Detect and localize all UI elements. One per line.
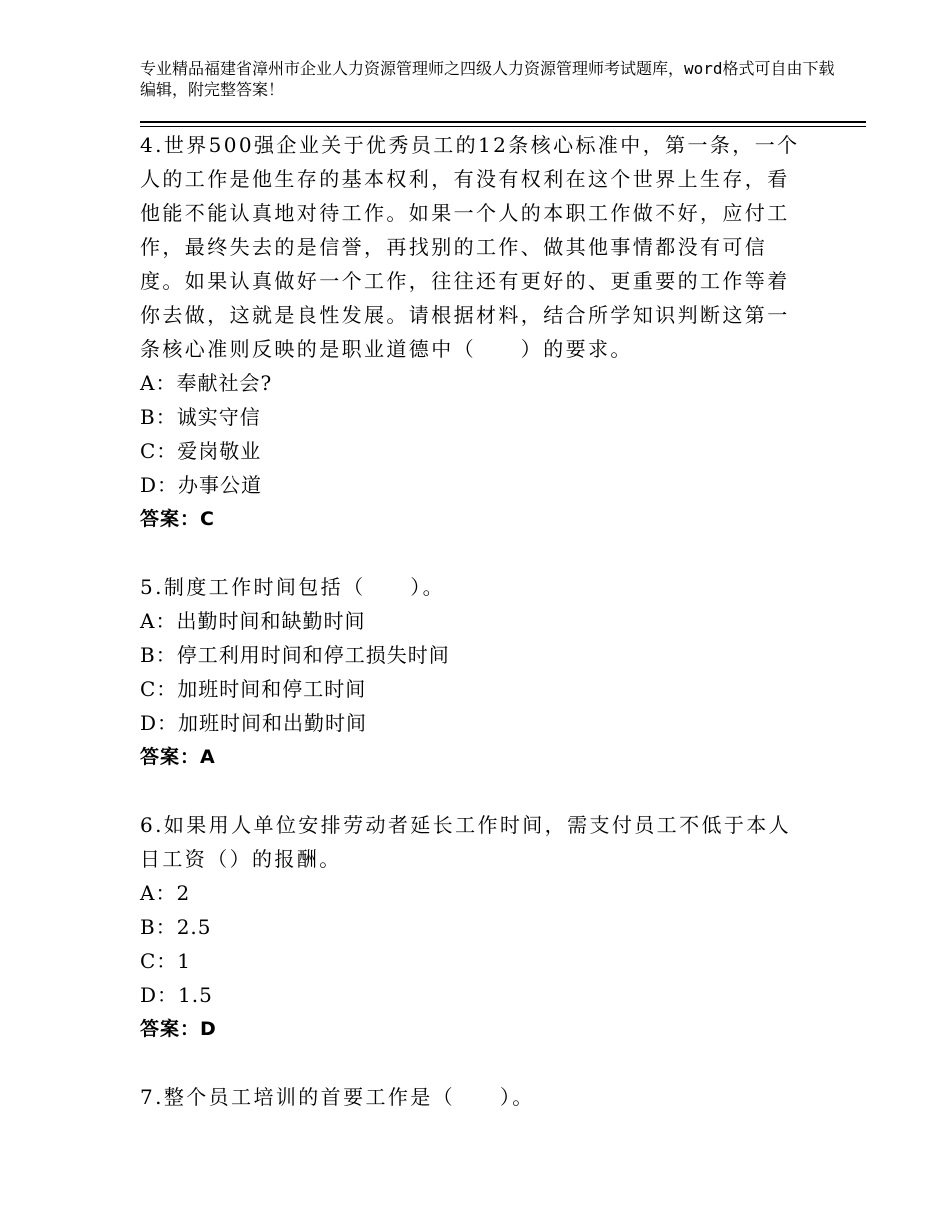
question-text: 4.世界500强企业关于优秀员工的12条核心标准中，第一条，一个人的工作是他生存的基本权利，有没有权利在这个世界上生存，看他能不能认真地对待工作。如果一个人的本职工作做不好，应付工作，最终失去的是信誉，再找别的工作、做其他事情都没有可信度。如果认真做好一个工作，往往还有更好的、更重要的工作等着你去做，这就是良性发展。请根据材料，结合所学知识判断这第一条核心准则反映的是职业道德中（ ）的要求。: [140, 133, 800, 361]
answer-label: 答案：C: [140, 508, 215, 530]
question-text: 7.整个员工培训的首要工作是（ ）。: [140, 1085, 535, 1109]
option-c: C：爱岗敬业: [140, 439, 262, 463]
question-list: [140, 128, 810, 1114]
answer-label: 答案：D: [140, 1018, 217, 1040]
option-d: D：办事公道: [140, 473, 263, 497]
option-b: B：2.5: [140, 915, 212, 939]
header-divider-thin: [140, 126, 866, 127]
option-d: D：加班时间和出勤时间: [140, 711, 368, 735]
option-d: D：1.5: [140, 983, 213, 1007]
header-divider-thick: [140, 121, 866, 123]
question-text: 6.如果用人单位安排劳动者延长工作时间，需支付员工不低于本人日工资（）的报酬。: [140, 813, 792, 871]
question-6: [140, 808, 810, 1046]
option-a: A：奉献社会?: [140, 371, 273, 395]
question-4: [140, 128, 810, 536]
question-spacer: [140, 774, 810, 808]
option-b: B：停工利用时间和停工损失时间: [140, 643, 450, 667]
option-b: B：诚实守信: [140, 405, 261, 429]
answer-label: 答案：A: [140, 746, 216, 768]
option-c: C：加班时间和停工时间: [140, 677, 367, 701]
document-header: 专业精品福建省漳州市企业人力资源管理师之四级人力资源管理师考试题库，word格式可自由下载编辑，附完整答案！: [140, 59, 835, 99]
question-text: 5.制度工作时间包括（ ）。: [140, 575, 446, 599]
option-a: A：出勤时间和缺勤时间: [140, 609, 366, 633]
question-spacer: [140, 536, 810, 570]
question-7: [140, 1080, 810, 1114]
option-c: C：1: [140, 949, 192, 973]
question-5: [140, 570, 810, 774]
option-a: A：2: [140, 881, 191, 905]
question-spacer: [140, 1046, 810, 1080]
